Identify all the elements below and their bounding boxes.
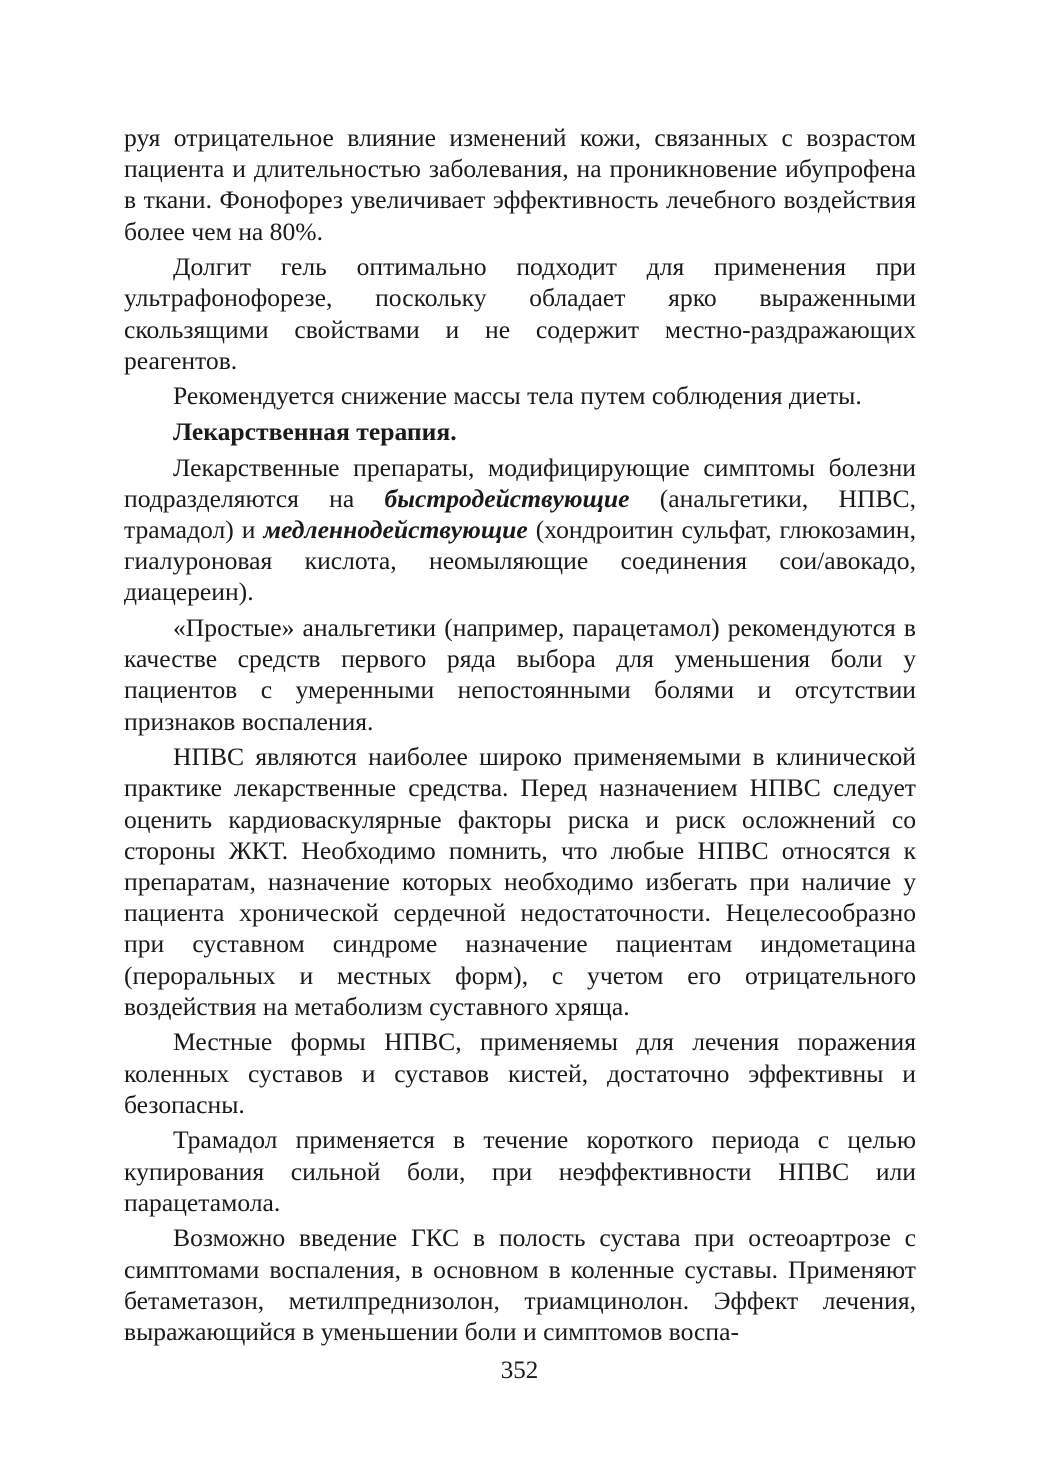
emphasis-slow-acting: медленнодействующие (263, 515, 528, 544)
paragraph-continuation: руя отрицательное влияние изменений кожи, связанных с возрастом пациента и длительностью заболевания, на проникновение ибупрофена в ткани. Фонофорез увеличивает эффективность лечебного воздействия более чем на 80%. (124, 123, 916, 246)
paragraph-tramadol: Трамадол применяется в течение короткого периода с целью купирования сильной боли, при неэффективности НПВС или парацетамола. (124, 1125, 916, 1217)
emphasis-fast-acting: быстродействующие (384, 483, 630, 513)
paragraph-drug-classes (124, 452, 916, 608)
section-heading-drug-therapy: Лекарственная терапия. (173, 417, 457, 446)
paragraph-local-nsaids: Местные формы НПВС, применяемы для лечения поражения коленных суставов и суставов кистей, достаточно эффективны и безопасны. (124, 1027, 916, 1119)
paragraph-nsaids: НПВС являются наиболее широко применяемыми в клинической практике лекарственные средства. Перед назначением НПВС следует оценить кардиоваскулярные факторы риска и риск осложнений со стороны ЖКТ. Необходимо помнить, что любые НПВС относятся к препаратам, назначение которых необходимо избегать при наличие у пациента хронической сердечной недостаточности. Нецелесообразно при суставном синдроме назначение пациентам индометацина (пероральных и местных форм), с учетом его отрицательного воздействия на метаболизм суставного хряща. (124, 742, 916, 1021)
drug-classes-text-3: (хондроитин сульфат, глюкозамин, гиалуроновая кислота, неомыляющие соединения сои/авокадо, диацереин). (124, 515, 916, 607)
paragraph-weight-loss: Рекомендуется снижение массы тела путем соблюдения диеты. (173, 381, 862, 411)
paragraph-dolgit-gel: Долгит гель оптимально подходит для применения при ультрафонофорезе, поскольку обладает ярко выраженными скользящими свойствами и не содержит местно-раздражающих реагентов. (124, 252, 916, 375)
drug-classes-text-1: Лекарственные препараты, модифицирующие симптомы болезни подразделяются на (124, 452, 916, 513)
page-body (124, 122, 916, 1352)
page-number: 352 (500, 1357, 539, 1384)
paragraph-corticosteroids: Возможно введение ГКС в полость сустава при остеоартрозе с симптомами воспаления, в основном в коленные суставы. Применяют бетаметазон, метилпреднизолон, триамцинолон. Эффект лечения, выражающийся в уменьшении боли и симптомов воспа- (124, 1223, 916, 1347)
drug-classes-text-2: (анальгетики, НПВС, трамадол) и (124, 483, 916, 544)
paragraph-simple-analgesics: «Простые» анальгетики (например, парацетамол) рекомендуются в качестве средств первого ряда выбора для уменьшения боли у пациентов с умеренными непостоянными болями и отсутствии признаков воспаления. (124, 613, 916, 736)
